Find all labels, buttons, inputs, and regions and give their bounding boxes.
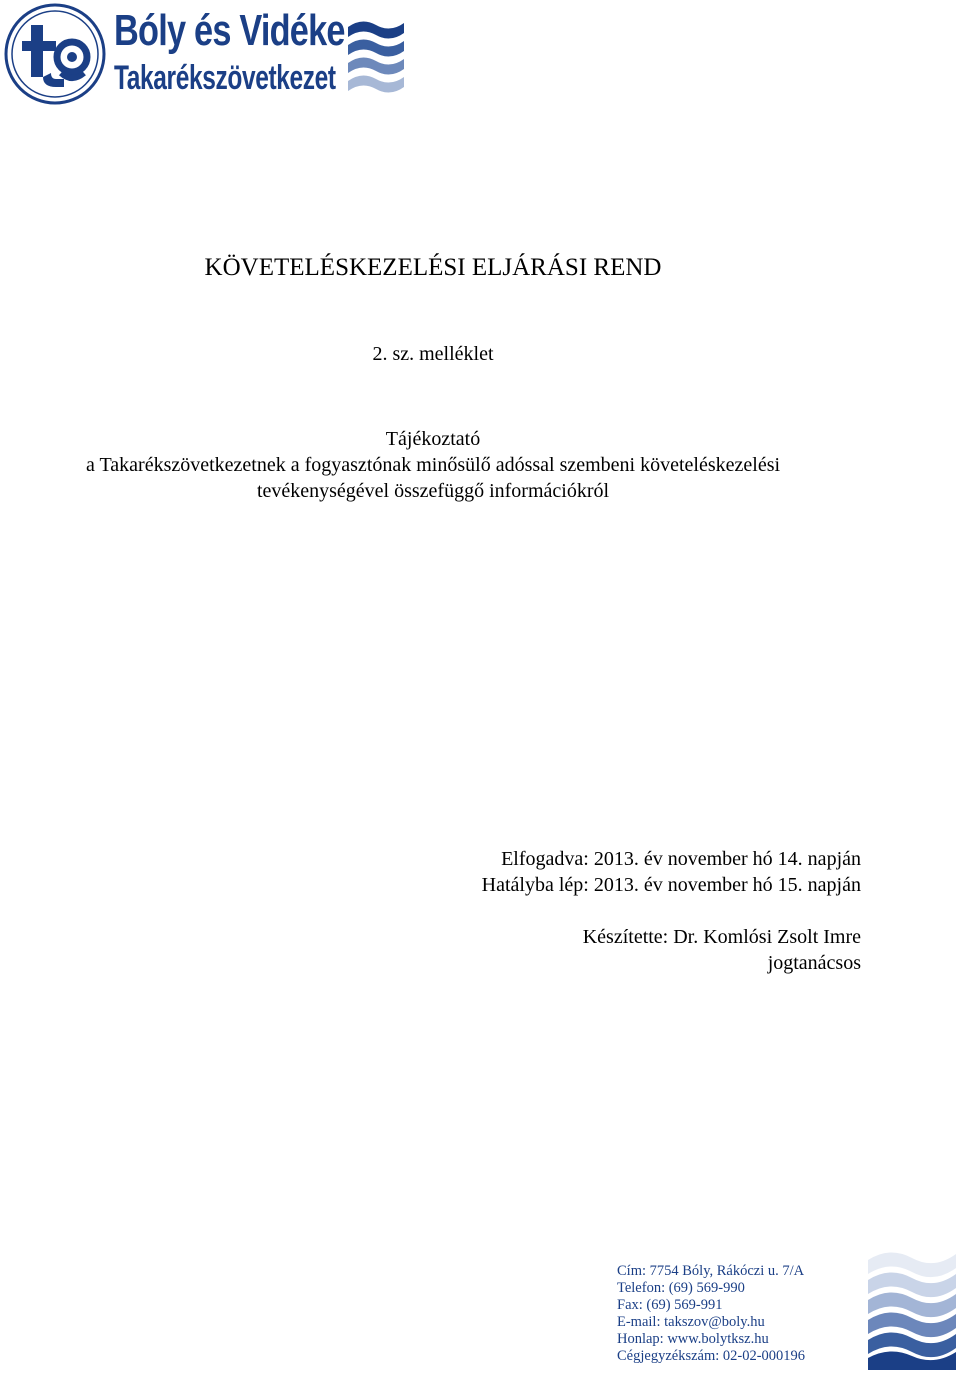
- effective-date: Hatályba lép: 2013. év november hó 15. napján: [481, 874, 861, 896]
- info-line: tevékenységével összefüggő információkról: [256, 480, 610, 502]
- ts-emblem-icon: [4, 3, 106, 105]
- document-title: KÖVETELÉSKEZELÉSI ELJÁRÁSI REND: [204, 254, 662, 281]
- logo-subtitle: Takarékszövetkezet: [114, 59, 336, 97]
- info-line: a Takarékszövetkezetnek a fogyasztónak minősülő adóssal szembeni követeléskezelési: [85, 454, 781, 476]
- annex-label: 2. sz. melléklet: [372, 343, 494, 365]
- info-block: [0, 426, 866, 504]
- contact-registry: Cégjegyzékszám: 02-02-000196: [617, 1348, 806, 1364]
- contact-phone: Telefon: (69) 569-990: [617, 1280, 745, 1296]
- contact-address: Cím: 7754 Bóly, Rákóczi u. 7/A: [617, 1263, 805, 1279]
- prepared-by: Készítette: Dr. Komlósi Zsolt Imre: [582, 926, 861, 948]
- contact-email: E-mail: takszov@boly.hu: [617, 1314, 765, 1330]
- contact-fax: Fax: (69) 569-991: [617, 1297, 723, 1313]
- dates-block: [482, 846, 861, 898]
- company-logo: [4, 3, 404, 105]
- footer-waves-icon: [868, 1246, 956, 1370]
- author-block: [583, 924, 861, 976]
- waves-icon: [348, 17, 404, 93]
- contact-block: [617, 1263, 805, 1365]
- adopted-date: Elfogadva: 2013. év november hó 14. napján: [501, 848, 861, 870]
- contact-web: Honlap: www.bolytksz.hu: [617, 1331, 769, 1347]
- author-role: jogtanácsos: [767, 952, 861, 974]
- info-heading: Tájékoztató: [385, 428, 481, 450]
- logo-name: Bóly és Vidéke: [114, 6, 345, 55]
